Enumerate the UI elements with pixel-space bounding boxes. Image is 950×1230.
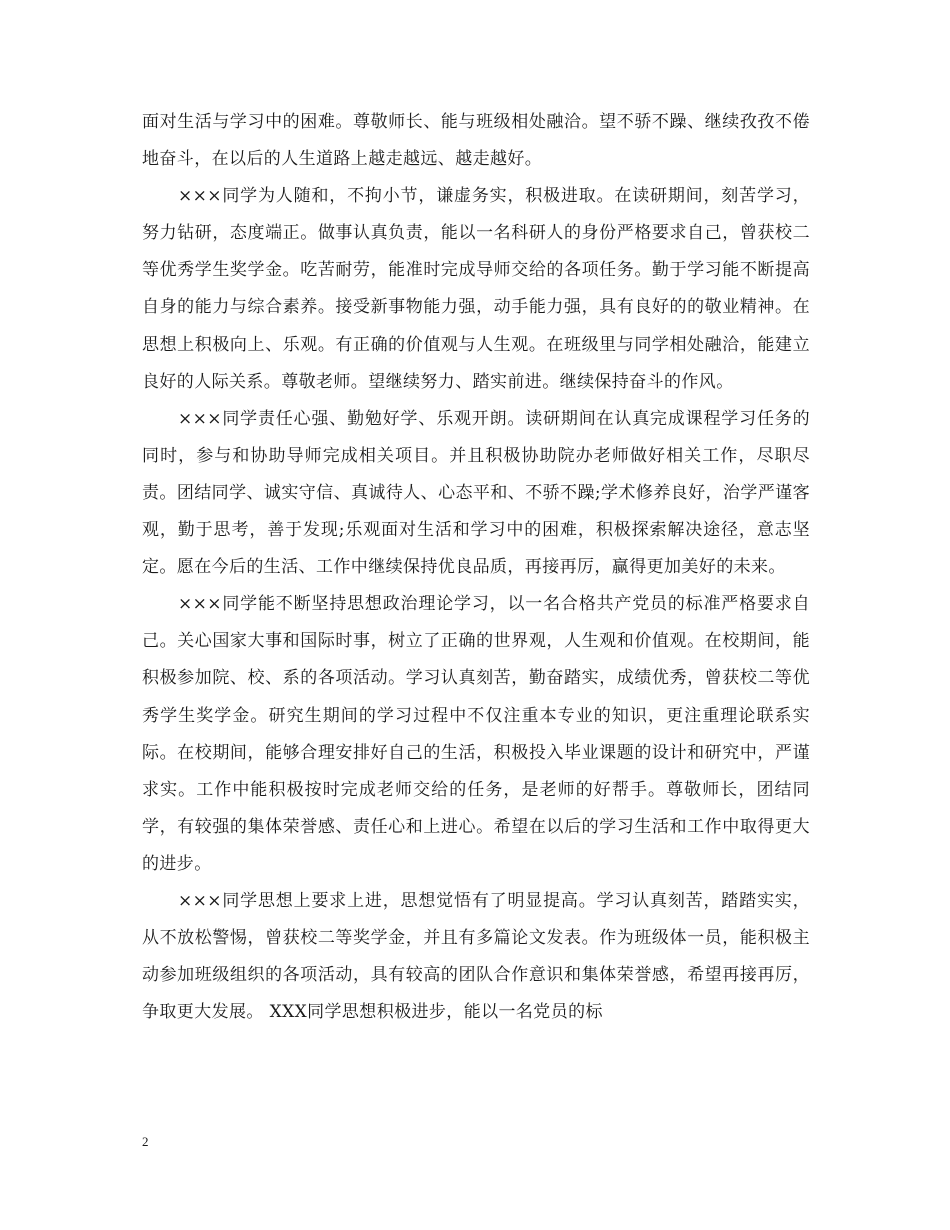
paragraph-2: ×××同学为人随和，不拘小节，谦虚务实，积极进取。在读研期间，刻苦学习，努力钻研，态度端正。做事认真负责，能以一名科研人的身份严格要求自己，曾获校二等优秀学生奖学金。吃苦耐劳，能准时完成导师交给的各项任务。勤于学习能不断提高自身的能力与综合素养。接受新事物能力强，动手能力强，具有良好的的敬业精神。在思想上积极向上、乐观。有正确的价值观与人生观。在班级里与同学相处融洽，能建立良好的人际关系。尊敬老师。望继续努力、踏实前进。继续保持奋斗的作风。	[142, 186, 810, 392]
paragraph-5: ×××同学思想上要求上进，思想觉悟有了明显提高。学习认真刻苦，踏踏实实，从不放松警惕，曾获校二等奖学金，并且有多篇论文发表。作为班级体一员，能积极主动参加班级组织的各项活动，具有较高的团队合作意识和集体荣誉感，希望再接再厉，争取更大发展。 XXX同学思想积极进步，能以一名党员的标	[142, 890, 810, 1023]
page-number: 2	[142, 1134, 149, 1149]
document-body	[142, 104, 810, 1031]
paragraph-4: ×××同学能不断坚持思想政治理论学习，以一名合格共产党员的标准严格要求自己。关心国家大事和国际时事，树立了正确的世界观，人生观和价值观。在校期间，能积极参加院、校、系的各项活动。学习认真刻苦，勤奋踏实，成绩优秀，曾获校二等优秀学生奖学金。研究生期间的学习过程中不仅注重本专业的知识，更注重理论联系实际。在校期间，能够合理安排好自己的生活，积极投入毕业课题的设计和研究中，严谨求实。工作中能积极按时完成老师交给的任务，是老师的好帮手。尊敬师长，团结同学，有较强的集体荣誉感、责任心和上进心。希望在以后的学习生活和工作中取得更大的进步。	[142, 594, 810, 874]
paragraph-3: ×××同学责任心强、勤勉好学、乐观开朗。读研期间在认真完成课程学习任务的同时，参与和协助导师完成相关项目。并且积极协助院办老师做好相关工作，尽职尽责。团结同学、诚实守信、真诚待人、心态平和、不骄不躁;学术修养良好，治学严谨客观，勤于思考，善于发现;乐观面对生活和学习中的困难，积极探索解决途径，意志坚定。愿在今后的生活、工作中继续保持优良品质，再接再厉，赢得更加美好的未来。	[142, 408, 810, 578]
paragraph-1: 面对生活与学习中的困难。尊敬师长、能与班级相处融洽。望不骄不躁、继续孜孜不倦地奋斗，在以后的人生道路上越走越远、越走越好。	[142, 112, 810, 170]
